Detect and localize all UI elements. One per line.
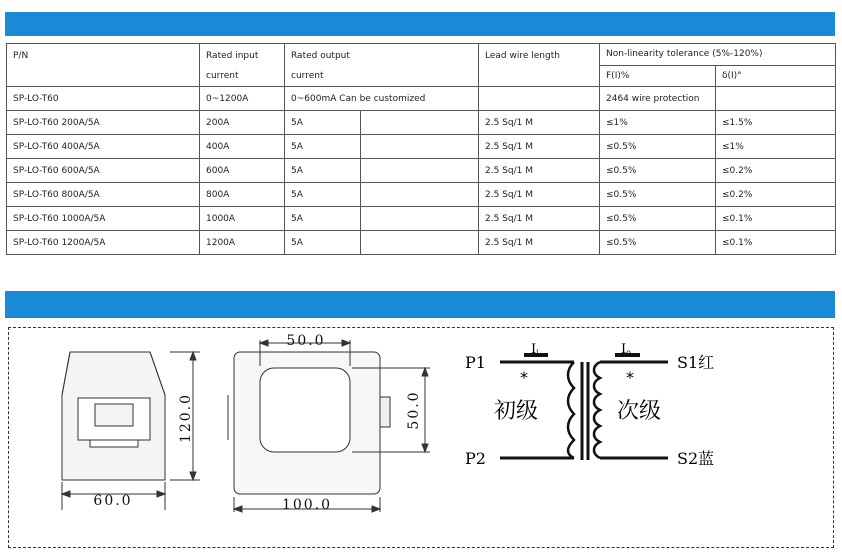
dim-width-front: 60.0 <box>93 493 133 509</box>
cell-output: 0~600mA Can be customized <box>285 87 479 111</box>
dim-window-height: 50.0 <box>406 390 422 430</box>
header-f: F(I)% <box>600 65 716 87</box>
cell-input: 1000A <box>200 207 285 231</box>
cell-delta: ≤1.5% <box>716 111 836 135</box>
cell-input: 600A <box>200 159 285 183</box>
cell-input: 200A <box>200 111 285 135</box>
header-rated-input: Rated input current <box>200 44 285 87</box>
cell-f: ≤0.5% <box>600 159 716 183</box>
cell-lead: 2.5 Sq/1 M <box>479 111 600 135</box>
cell-delta: ≤0.2% <box>716 159 836 183</box>
cell-f: 2464 wire protection <box>600 87 716 111</box>
cell-pn: SP-LO-T60 600A/5A <box>7 159 200 183</box>
ii-label: Ii <box>531 342 539 357</box>
cell-pn: SP-LO-T60 <box>7 87 200 111</box>
cell-pn: SP-LO-T60 1000A/5A <box>7 207 200 231</box>
cell-input: 800A <box>200 183 285 207</box>
header-non-linearity: Non-linearity tolerance (5%-120%) <box>600 44 836 66</box>
transformer-schematic <box>465 342 714 468</box>
cell-f: ≤0.5% <box>600 207 716 231</box>
cell-f: ≤0.5% <box>600 135 716 159</box>
header-delta: δ(I)° <box>716 65 836 87</box>
cell-lead: 2.5 Sq/1 M <box>479 231 600 255</box>
p2-label: P2 <box>465 449 486 468</box>
cell-delta: ≤1% <box>716 135 836 159</box>
cell-output: 5A <box>285 135 361 159</box>
cell-input: 0~1200A <box>200 87 285 111</box>
cell-delta: ≤0.2% <box>716 183 836 207</box>
secondary-dot-marker: * <box>626 368 634 387</box>
cell-pn: SP-LO-T60 800A/5A <box>7 183 200 207</box>
primary-dot-marker: * <box>520 368 528 387</box>
header-lead-wire: Lead wire length <box>479 44 600 87</box>
cell-output: 5A <box>285 207 361 231</box>
dim-window-width: 50.0 <box>286 333 326 349</box>
cell-pn: SP-LO-T60 200A/5A <box>7 111 200 135</box>
io-label: Io <box>621 342 631 357</box>
header-pn: P/N <box>7 44 200 87</box>
cell-f: ≤0.5% <box>600 183 716 207</box>
cell-output: 5A <box>285 159 361 183</box>
cell-lead: 2.5 Sq/1 M <box>479 159 600 183</box>
cell-lead: 2.5 Sq/1 M <box>479 183 600 207</box>
primary-label: 初级 <box>494 399 539 424</box>
cell-output: 5A <box>285 231 361 255</box>
cell-output: 5A <box>285 183 361 207</box>
cell-input: 1200A <box>200 231 285 255</box>
s2-label: S2蓝 <box>677 449 715 468</box>
side-view <box>228 340 430 512</box>
cell-input: 400A <box>200 135 285 159</box>
cell-f: ≤0.5% <box>600 231 716 255</box>
cell-delta: ≤0.1% <box>716 207 836 231</box>
dim-height: 120.0 <box>178 392 194 444</box>
s1-label: S1红 <box>677 353 715 372</box>
dim-depth: 100.0 <box>281 497 333 513</box>
header-rated-output: Rated output current <box>285 44 361 87</box>
cell-f: ≤1% <box>600 111 716 135</box>
cell-lead: 2.5 Sq/1 M <box>479 135 600 159</box>
secondary-label: 次级 <box>617 399 662 424</box>
p1-label: P1 <box>465 353 486 372</box>
cell-pn: SP-LO-T60 400A/5A <box>7 135 200 159</box>
cell-pn: SP-LO-T60 1200A/5A <box>7 231 200 255</box>
cell-lead: 2.5 Sq/1 M <box>479 207 600 231</box>
cell-delta: ≤0.1% <box>716 231 836 255</box>
cell-output: 5A <box>285 111 361 135</box>
